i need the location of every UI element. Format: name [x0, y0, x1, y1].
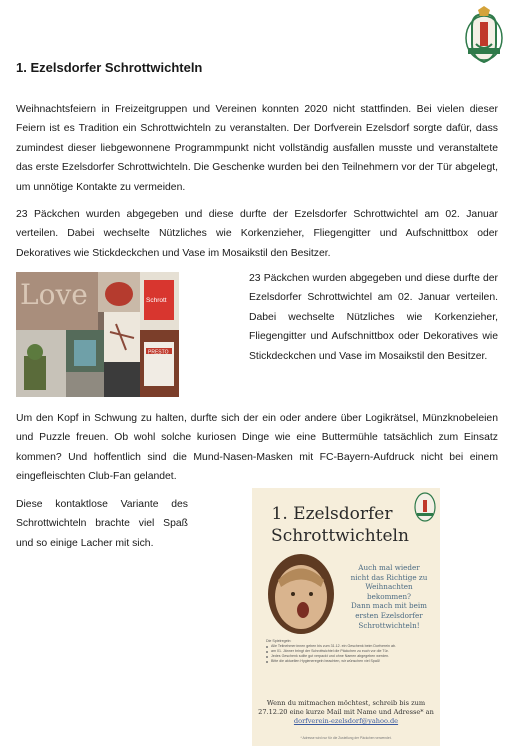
event-poster	[252, 488, 440, 746]
packages-paragraph: 23 Päckchen wurden abgegeben und diese durfte der Ezelsdorfer Schrottwichtel am 02. Januar verteilen. Dabei wechselte Nützliches wie Korkenzieher, Fliegengitter und Aufschnittbox oder Dekoratives wie Stickdeckchen und Vase im Mosaikstil den Besitzer.	[16, 209, 498, 259]
bullet-icon	[266, 661, 268, 663]
poster-cta: Wenn du mitmachen möchtest, schreib bis zum 27.12.20 eine kurze Mail mit Name und Adresse* an	[258, 699, 434, 716]
poster-child-photo	[266, 552, 336, 636]
dorfverein-crest-icon	[462, 4, 506, 66]
poster-rules-list	[266, 639, 428, 664]
bullet-icon	[266, 656, 268, 658]
poster-footnote: * Adresse wird nur für die Zustellung der Päckchen verwendet.	[300, 736, 392, 740]
collage-tin-label: PRESTO	[148, 349, 169, 356]
puzzles-paragraph: Um den Kopf in Schwung zu halten, durfte sich der ein oder andere über Logikrätsel, Münzknobeleien und Puzzle freuen. Ob wohl solche kuriosen Dinge wie eine Buttermühle tatsächlich zum Einsatz kommen? Und hoffentlich sind die Mund-Nasen-Masken mit FC-Bayern-Aufdruck nicht bei einem eingefleischten Club-Fan gelandet.	[16, 413, 498, 483]
gift-collage-image	[16, 272, 179, 397]
poster-email-link[interactable]: dorfverein-ezelsdorf@yahoo.de	[293, 717, 399, 725]
list-item: am 01. Jänner bringt der Schrottwichtel die Päckchen zu euch vor die Tür.	[266, 649, 428, 654]
page-title: 1. Ezelsdorfer Schrottwichteln	[16, 60, 203, 75]
poster-title-line-1: 1. Ezelsdorfer	[271, 504, 393, 524]
collage-love-text: Love	[20, 278, 88, 311]
bullet-icon	[266, 646, 268, 648]
closing-paragraph: Diese kontaktlose Variante des Schrottwichteln brachte viel Spaß und so einige Lacher mit sich.	[16, 499, 188, 549]
intro-paragraph: Weihnachtsfeiern in Freizeitgruppen und Vereinen konnten 2020 nicht stattfinden. Bei vielen dieser Feiern ist es Tradition ein Schrottwichteln zu veranstalten. Der Dorfverein Ezelsdorf sorgte dafür, dass zumindest dieser liebgewonnene Programmpunkt nicht vollständig ausfallen musste und veranstaltete das erste Ezelsdorfer Schrottwichteln. Die Geschenke wurden bei den Teilnehmern vor der Tür abgelegt, um unnötige Kontakte zu vermeiden.	[16, 104, 498, 193]
list-item: Bitte die aktuellen Hygieneregeln beachten, wir wünschen viel Spaß!	[266, 659, 428, 664]
photo-side-paragraph: 23 Päckchen wurden abgegeben und diese durfte der Ezelsdorfer Schrottwichtel am 02. Januar verteilen. Dabei wechselte Nützliches wie Korkenzieher, Fliegengitter und Aufschnittbox oder Dekoratives wie Stickdeckchen und Vase im Mosaikstil den Besitzer.	[249, 273, 498, 362]
list-item: Alle Teilnehmer:innen geben bis zum 31.12. ein Geschenk beim Dorfverein ab.	[266, 644, 428, 649]
poster-title-line-2: Schrottwichteln	[271, 526, 409, 546]
poster-crest-icon	[414, 492, 436, 522]
list-item: Jedes Geschenk sollte gut verpackt und ohne Namen abgegeben werden.	[266, 654, 428, 659]
bullet-icon	[266, 651, 268, 653]
poster-rules-heading: Die Spielregeln:	[266, 639, 292, 643]
poster-quote: Auch mal wieder nicht das Richtige zu Weihnachten bekommen? Dann mach mit beim ersten Ezelsdorfer Schrottwichteln!	[350, 563, 428, 630]
collage-card-text: Schrott	[146, 297, 167, 304]
